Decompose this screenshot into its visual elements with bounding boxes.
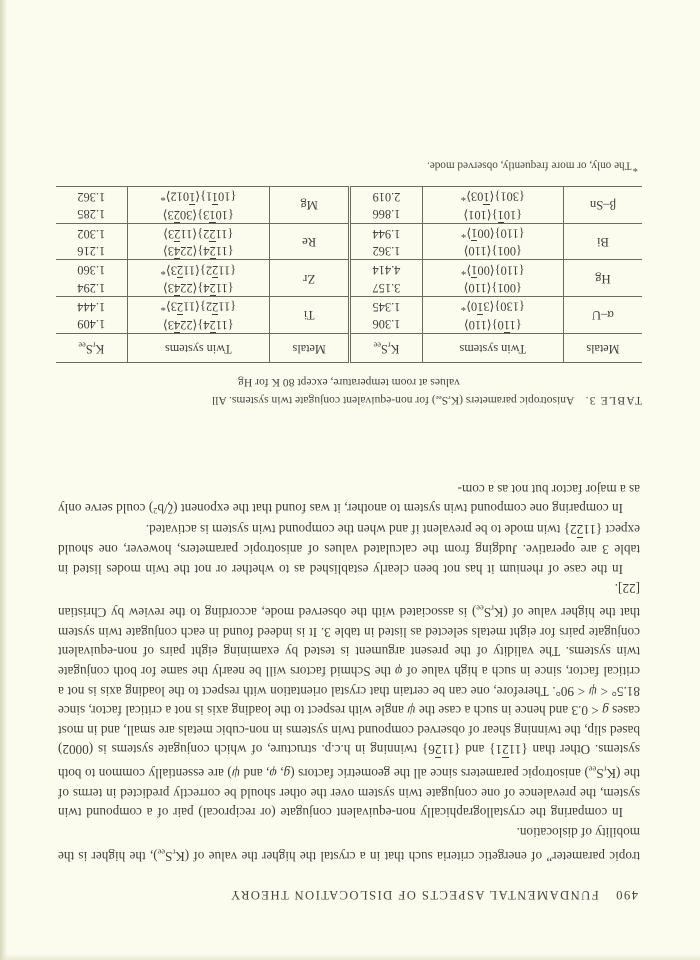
table-caption-second-line: values at room temperature, except 80 K for Hg	[238, 376, 460, 390]
twin-system-primary: {1013}⟨3023⟩	[162, 207, 234, 222]
page-folio-number: 490	[614, 888, 638, 902]
twin-system-secondary: {130}⟨310⟩*	[460, 299, 525, 314]
twin-system-secondary: {110}⟨001⟩*	[460, 262, 525, 277]
twin-system-primary: {101}⟨101⟩	[463, 207, 523, 222]
cell-metal-left: Hg	[595, 271, 611, 286]
cell-value-left	[350, 187, 422, 224]
cell-metal-left: Bi	[596, 235, 609, 250]
running-head	[58, 887, 638, 902]
twin-system-primary: {110}⟨110⟩	[463, 317, 522, 332]
value-secondary: 4.414	[372, 263, 401, 278]
twin-system-secondary: {1011}⟨1012⟩*	[160, 189, 237, 204]
cell-twin-systems-right	[127, 297, 270, 334]
value-secondary: 1.444	[77, 299, 106, 314]
twin-system-primary: {001}⟨110⟩	[463, 281, 522, 296]
paragraph-continuation: tropic parameter” of energetic criteria such that in a crystal the higher the value of $(K_rS_{ee})$, the higher is the mobility of dislocation.	[58, 825, 640, 864]
cell-value-right	[56, 297, 127, 334]
twin-system-primary: {1124}⟨2243⟩	[162, 317, 234, 332]
value-primary: 1.285	[77, 207, 106, 222]
footnote-asterisk-marker: *	[632, 162, 638, 175]
value-secondary: 1.362	[77, 189, 106, 204]
table-number-label: TABLE 3.	[584, 394, 642, 407]
cell-value-right	[56, 187, 127, 224]
cell-value-left	[350, 260, 422, 297]
cell-metal-right: Mg	[270, 187, 350, 224]
cell-metal-left: α–U	[591, 308, 614, 323]
table-3-container	[56, 159, 642, 408]
value-primary: 1.306	[372, 317, 401, 332]
header-value-right: $K_rS_{ee}$	[56, 333, 127, 362]
cell-value-right	[56, 223, 127, 260]
twin-system-primary: {1124}⟨2243⟩	[162, 281, 234, 296]
value-secondary: 2.019	[372, 189, 401, 204]
cell-twin-systems-right	[127, 260, 270, 297]
value-primary: 3.157	[372, 280, 401, 295]
value-secondary: 1.944	[372, 226, 401, 241]
twin-system-secondary: {301}⟨103⟩*	[460, 189, 525, 204]
value-primary: 1.409	[77, 317, 106, 332]
table-3	[56, 186, 642, 363]
paragraph-rhenium: In the case of rhenium it has not been clearly established as to whether or not the twin modes listed in table 3 are operative. Judging from the calculated values of anisotropic parameters, however, one should expect {1122} twin mode to be prevalent if and when the compound twin system is activated.	[58, 522, 640, 577]
cell-twin-systems-left	[422, 297, 563, 334]
cell-metal-right: Ti	[270, 297, 350, 334]
table-body	[56, 187, 642, 334]
running-head-title: FUNDAMENTAL ASPECTS OF DISLOCATION THEORY	[229, 888, 599, 902]
cell-value-left	[350, 223, 422, 260]
twin-system-primary: {1124}⟨2243⟩	[162, 244, 234, 259]
cell-twin-systems-right	[127, 223, 270, 260]
cell-twin-systems-right	[127, 187, 270, 224]
twin-system-secondary: {1122}⟨1123⟩	[163, 226, 234, 241]
twin-system-primary: {001}⟨110⟩	[463, 244, 522, 259]
twin-system-secondary: {110}⟨001⟩*	[460, 226, 525, 241]
value-primary: 1.216	[77, 244, 106, 259]
twin-system-secondary: {1122}⟨1123⟩*	[160, 262, 237, 277]
header-metals-left: Metals	[563, 333, 642, 362]
header-value-left: $K_rS_{ee}$	[350, 333, 422, 362]
header-twin-systems-right: Twin systems	[127, 333, 270, 362]
paragraph-comparison: In comparing the crystallographically non-equivalent conjugate (or reciprocal) pair of a compound twin system, the prevalence of one conjugate twin system over the other should be correctly predicted in terms of the $(K_rS_{ee})$ anisotropic parameters since all the geometric factors (g, φ, and ψ) are essentially common to both systems. Other than {1121} and {1126} twinning in h.c.p. structure, of which conjugate systems is (0002) based slip, the twinning shear of observed compound twin systems in non-cubic metals are small, and in most cases g < 0.3 and hence in such a case the ψ angle with respect to the loading axis is not a critical factor, since 81.5° < ψ < 90°. Therefore, one can be certain that crystal orientation with respect to the loading axis is not a critical factor, since in such a high value of φ the Schmid factors will be nearly the same for both conjugate twin systems. The validity of the present argument is tested by examining eight pairs of non-equivalent conjugate pairs for eight metals selected as listed in table 3. It is indeed found in each conjugate twin system that the higher value of $(K_rS_{ee})$ is associated with the observed mode, according to the review by Christian [22].	[57, 581, 640, 821]
cell-value-left	[350, 297, 422, 334]
table-header	[56, 333, 642, 362]
cell-value-right	[56, 260, 127, 297]
value-secondary: 1.302	[77, 226, 106, 241]
cell-metal-right: Re	[270, 223, 350, 260]
header-metals-right: Metals	[270, 333, 350, 362]
table-row	[56, 223, 642, 260]
table-row	[56, 297, 642, 334]
paper-edge-top	[0, 954, 700, 960]
table-caption	[56, 374, 642, 408]
twin-system-secondary: {1122}⟨1123⟩*	[160, 299, 237, 314]
value-primary: 1.294	[77, 280, 106, 295]
paper-edge-right	[0, 0, 7, 960]
value-primary: 1.362	[372, 244, 401, 259]
paragraph-exponent: In comparing one compound twin system to another, it was found that the exponent $(\zeta/b^2)$ could serve only as a major factor but not as a com-	[58, 481, 640, 517]
table-row	[56, 187, 642, 224]
body-text-block	[58, 479, 640, 866]
cell-metal-right: Zr	[270, 260, 350, 297]
header-twin-systems-left: Twin systems	[422, 333, 563, 362]
cell-metal-left: β–Sn	[563, 187, 642, 224]
cell-twin-systems-left	[422, 260, 563, 297]
table-row	[56, 260, 642, 297]
cell-twin-systems-left	[422, 187, 563, 224]
value-secondary: 1.360	[77, 263, 106, 278]
value-primary: 1.866	[372, 207, 401, 222]
value-secondary: 1.345	[372, 299, 401, 314]
table-footnote	[56, 159, 642, 174]
table-caption-text: Anisotropic parameters (KᵣSₑₑ) for non-equivalent conjugate twin systems. All	[211, 394, 575, 407]
footnote-text: The only, or more frequently, observed mode.	[426, 159, 632, 172]
table-header-row	[56, 333, 642, 362]
cell-twin-systems-left	[422, 223, 563, 260]
